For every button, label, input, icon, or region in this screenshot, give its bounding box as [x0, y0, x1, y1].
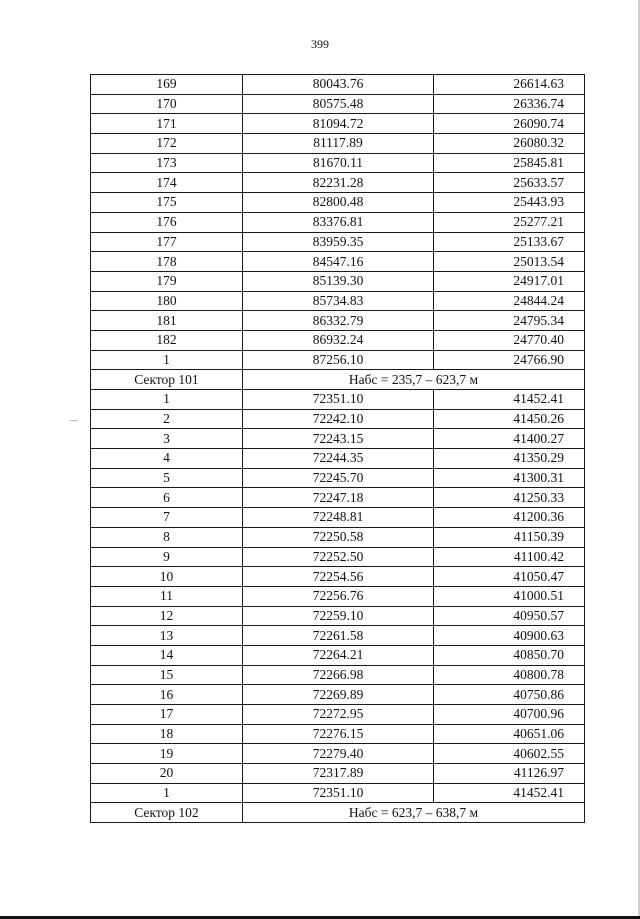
table-row — [91, 488, 585, 508]
y-coordinate-cell: 24795.34 — [434, 311, 585, 331]
x-coordinate-cell: 72243.15 — [243, 429, 434, 449]
sector-name-cell: Сектор 101 — [91, 370, 243, 390]
point-number-cell: 175 — [91, 193, 243, 213]
x-coordinate-cell: 84547.16 — [243, 252, 434, 272]
table-row — [91, 252, 585, 272]
y-coordinate-cell: 40651.06 — [434, 724, 585, 744]
point-number-cell: 4 — [91, 449, 243, 469]
y-coordinate-cell: 25633.57 — [434, 173, 585, 193]
x-coordinate-cell: 72351.10 — [243, 390, 434, 410]
point-number-cell: 3 — [91, 429, 243, 449]
x-coordinate-cell: 72250.58 — [243, 527, 434, 547]
point-number-cell: 174 — [91, 173, 243, 193]
point-number-cell: 9 — [91, 547, 243, 567]
x-coordinate-cell: 72247.18 — [243, 488, 434, 508]
y-coordinate-cell: 24770.40 — [434, 330, 585, 350]
y-coordinate-cell: 41050.47 — [434, 567, 585, 587]
y-coordinate-cell: 41200.36 — [434, 508, 585, 528]
y-coordinate-cell: 25277.21 — [434, 212, 585, 232]
x-coordinate-cell: 85139.30 — [243, 271, 434, 291]
table-row — [91, 94, 585, 114]
x-coordinate-cell: 72244.35 — [243, 449, 434, 469]
y-coordinate-cell: 26614.63 — [434, 75, 585, 95]
y-coordinate-cell: 41250.33 — [434, 488, 585, 508]
y-coordinate-cell: 40750.86 — [434, 685, 585, 705]
x-coordinate-cell: 72261.58 — [243, 626, 434, 646]
point-number-cell: 172 — [91, 134, 243, 154]
y-coordinate-cell: 40900.63 — [434, 626, 585, 646]
table-row — [91, 547, 585, 567]
table-row — [91, 764, 585, 784]
sector-header-row — [91, 803, 585, 823]
point-number-cell: 20 — [91, 764, 243, 784]
x-coordinate-cell: 72266.98 — [243, 665, 434, 685]
x-coordinate-cell: 83376.81 — [243, 212, 434, 232]
y-coordinate-cell: 24917.01 — [434, 271, 585, 291]
point-number-cell: 181 — [91, 311, 243, 331]
point-number-cell: 169 — [91, 75, 243, 95]
y-coordinate-cell: 25845.81 — [434, 153, 585, 173]
point-number-cell: 13 — [91, 626, 243, 646]
point-number-cell: 182 — [91, 330, 243, 350]
y-coordinate-cell: 24844.24 — [434, 291, 585, 311]
x-coordinate-cell: 80575.48 — [243, 94, 434, 114]
x-coordinate-cell: 72245.70 — [243, 468, 434, 488]
table-row — [91, 665, 585, 685]
point-number-cell: 7 — [91, 508, 243, 528]
point-number-cell: 17 — [91, 705, 243, 725]
point-number-cell: 1 — [91, 350, 243, 370]
point-number-cell: 12 — [91, 606, 243, 626]
y-coordinate-cell: 25013.54 — [434, 252, 585, 272]
point-number-cell: 176 — [91, 212, 243, 232]
point-number-cell: 170 — [91, 94, 243, 114]
table-row — [91, 390, 585, 410]
point-number-cell: 10 — [91, 567, 243, 587]
table-row — [91, 330, 585, 350]
table-row — [91, 429, 585, 449]
table-row — [91, 645, 585, 665]
x-coordinate-cell: 87256.10 — [243, 350, 434, 370]
table-row — [91, 212, 585, 232]
point-number-cell: 173 — [91, 153, 243, 173]
y-coordinate-cell: 24766.90 — [434, 350, 585, 370]
table-row — [91, 508, 585, 528]
point-number-cell: 2 — [91, 409, 243, 429]
x-coordinate-cell: 72276.15 — [243, 724, 434, 744]
x-coordinate-cell: 72272.95 — [243, 705, 434, 725]
table-row — [91, 468, 585, 488]
table-row — [91, 449, 585, 469]
y-coordinate-cell: 41400.27 — [434, 429, 585, 449]
table-row — [91, 311, 585, 331]
x-coordinate-cell: 82231.28 — [243, 173, 434, 193]
y-coordinate-cell: 25133.67 — [434, 232, 585, 252]
x-coordinate-cell: 72256.76 — [243, 586, 434, 606]
point-number-cell: 11 — [91, 586, 243, 606]
sector-name-cell: Сектор 102 — [91, 803, 243, 823]
x-coordinate-cell: 80043.76 — [243, 75, 434, 95]
x-coordinate-cell: 86932.24 — [243, 330, 434, 350]
coordinates-table — [90, 74, 585, 823]
table-row — [91, 193, 585, 213]
x-coordinate-cell: 72269.89 — [243, 685, 434, 705]
point-number-cell: 6 — [91, 488, 243, 508]
y-coordinate-cell: 26080.32 — [434, 134, 585, 154]
y-coordinate-cell: 40602.55 — [434, 744, 585, 764]
table-row — [91, 232, 585, 252]
table-row — [91, 606, 585, 626]
point-number-cell: 177 — [91, 232, 243, 252]
table-row — [91, 291, 585, 311]
point-number-cell: 15 — [91, 665, 243, 685]
x-coordinate-cell: 72259.10 — [243, 606, 434, 626]
y-coordinate-cell: 26336.74 — [434, 94, 585, 114]
x-coordinate-cell: 72264.21 — [243, 645, 434, 665]
point-number-cell: 178 — [91, 252, 243, 272]
y-coordinate-cell: 41452.41 — [434, 783, 585, 803]
point-number-cell: 19 — [91, 744, 243, 764]
y-coordinate-cell: 41450.26 — [434, 409, 585, 429]
x-coordinate-cell: 72242.10 — [243, 409, 434, 429]
x-coordinate-cell: 81094.72 — [243, 114, 434, 134]
y-coordinate-cell: 41350.29 — [434, 449, 585, 469]
table-row — [91, 685, 585, 705]
point-number-cell: 14 — [91, 645, 243, 665]
point-number-cell: 1 — [91, 783, 243, 803]
point-number-cell: 179 — [91, 271, 243, 291]
y-coordinate-cell: 41000.51 — [434, 586, 585, 606]
x-coordinate-cell: 82800.48 — [243, 193, 434, 213]
point-number-cell: 171 — [91, 114, 243, 134]
y-coordinate-cell: 26090.74 — [434, 114, 585, 134]
y-coordinate-cell: 40950.57 — [434, 606, 585, 626]
table-row — [91, 626, 585, 646]
table-row — [91, 409, 585, 429]
table-row — [91, 271, 585, 291]
table-row — [91, 153, 585, 173]
point-number-cell: 1 — [91, 390, 243, 410]
y-coordinate-cell: 40850.70 — [434, 645, 585, 665]
x-coordinate-cell: 72279.40 — [243, 744, 434, 764]
point-number-cell: 180 — [91, 291, 243, 311]
table-row — [91, 173, 585, 193]
table-row — [91, 744, 585, 764]
table-row — [91, 75, 585, 95]
sector-height-range-cell: Набс = 235,7 – 623,7 м — [243, 370, 585, 390]
x-coordinate-cell: 86332.79 — [243, 311, 434, 331]
y-coordinate-cell: 41300.31 — [434, 468, 585, 488]
x-coordinate-cell: 72248.81 — [243, 508, 434, 528]
table-row — [91, 705, 585, 725]
sector-height-range-cell: Набс = 623,7 – 638,7 м — [243, 803, 585, 823]
x-coordinate-cell: 81117.89 — [243, 134, 434, 154]
table-row — [91, 350, 585, 370]
page-number: 399 — [311, 37, 329, 51]
scan-mark — [70, 420, 78, 421]
point-number-cell: 18 — [91, 724, 243, 744]
table-row — [91, 783, 585, 803]
y-coordinate-cell: 25443.93 — [434, 193, 585, 213]
table-row — [91, 527, 585, 547]
table-row — [91, 114, 585, 134]
x-coordinate-cell: 72254.56 — [243, 567, 434, 587]
x-coordinate-cell: 72317.89 — [243, 764, 434, 784]
table-row — [91, 134, 585, 154]
table-row — [91, 724, 585, 744]
x-coordinate-cell: 81670.11 — [243, 153, 434, 173]
point-number-cell: 8 — [91, 527, 243, 547]
y-coordinate-cell: 41100.42 — [434, 547, 585, 567]
x-coordinate-cell: 83959.35 — [243, 232, 434, 252]
table-row — [91, 567, 585, 587]
coordinates-table-body — [91, 75, 585, 823]
y-coordinate-cell: 41452.41 — [434, 390, 585, 410]
y-coordinate-cell: 41150.39 — [434, 527, 585, 547]
y-coordinate-cell: 40800.78 — [434, 665, 585, 685]
y-coordinate-cell: 41126.97 — [434, 764, 585, 784]
x-coordinate-cell: 72351.10 — [243, 783, 434, 803]
x-coordinate-cell: 85734.83 — [243, 291, 434, 311]
x-coordinate-cell: 72252.50 — [243, 547, 434, 567]
point-number-cell: 5 — [91, 468, 243, 488]
y-coordinate-cell: 40700.96 — [434, 705, 585, 725]
sector-header-row — [91, 370, 585, 390]
point-number-cell: 16 — [91, 685, 243, 705]
table-row — [91, 586, 585, 606]
